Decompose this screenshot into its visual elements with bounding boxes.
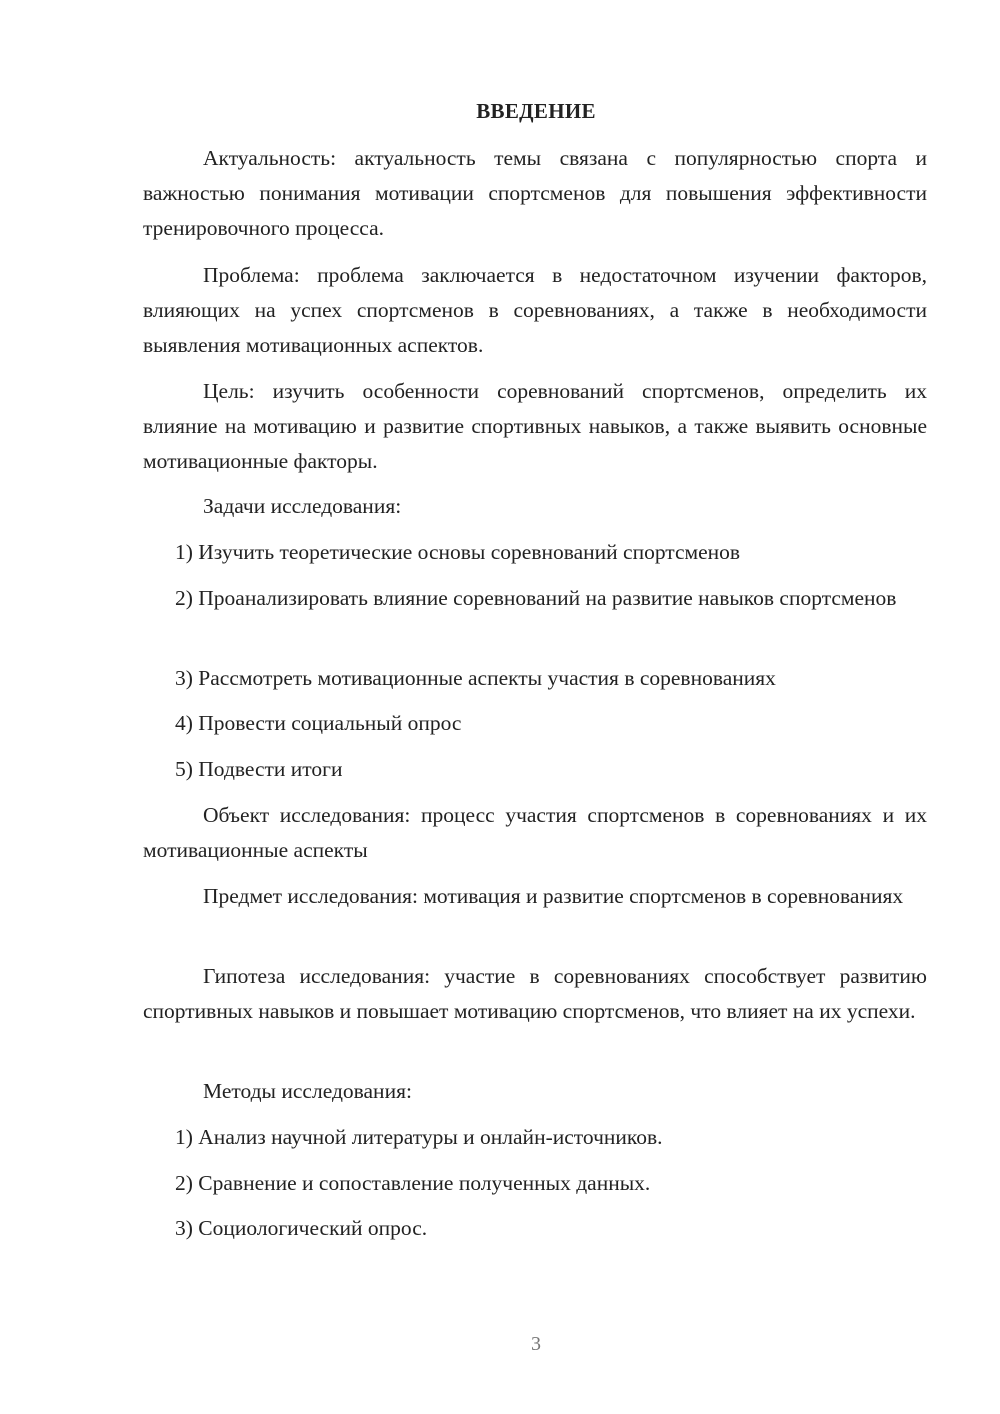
- methods-heading: Методы исследования:: [203, 1079, 412, 1103]
- tasks-heading: Задачи исследования:: [203, 494, 402, 518]
- task-item-2: 2) Проанализировать влияние соревнований на развитие навыков спортсменов: [175, 586, 897, 610]
- task-item-3: 3) Рассмотреть мотивационные аспекты участия в соревнованиях: [175, 666, 776, 690]
- section-heading: ВВЕДЕНИЕ: [476, 99, 596, 123]
- problem-paragraph: Проблема: проблема заключается в недостаточном изучении факторов, влияющих на успех спортсменов в соревнованиях, а также в необходимости выявления мотивационных аспектов.: [143, 263, 927, 357]
- object-paragraph: Объект исследования: процесс участия спортсменов в соревнованиях и их мотивационные аспекты: [143, 803, 927, 862]
- method-item-3: 3) Социологический опрос.: [175, 1216, 428, 1240]
- task-item-5: 5) Подвести итоги: [175, 757, 343, 781]
- goal-paragraph: Цель: изучить особенности соревнований спортсменов, определить их влияние на мотивацию и развитие спортивных навыков, а также выявить основные мотивационные факторы.: [143, 379, 927, 473]
- hypothesis-paragraph: Гипотеза исследования: участие в соревнованиях способствует развитию спортивных навыков и повышает мотивацию спортсменов, что влияет на их успехи.: [143, 964, 927, 1023]
- subject-paragraph: Предмет исследования: мотивация и развитие спортсменов в соревнованиях: [203, 884, 904, 908]
- task-item-1: 1) Изучить теоретические основы соревнований спортсменов: [175, 540, 741, 564]
- task-item-4: 4) Провести социальный опрос: [175, 711, 462, 735]
- method-item-1: 1) Анализ научной литературы и онлайн-источников.: [175, 1125, 663, 1149]
- method-item-2: 2) Сравнение и сопоставление полученных данных.: [175, 1171, 651, 1195]
- relevance-paragraph: Актуальность: актуальность темы связана с популярностью спорта и важностью понимания мотивации спортсменов для повышения эффективности тренировочного процесса.: [143, 146, 927, 240]
- page-number: 3: [531, 1333, 541, 1355]
